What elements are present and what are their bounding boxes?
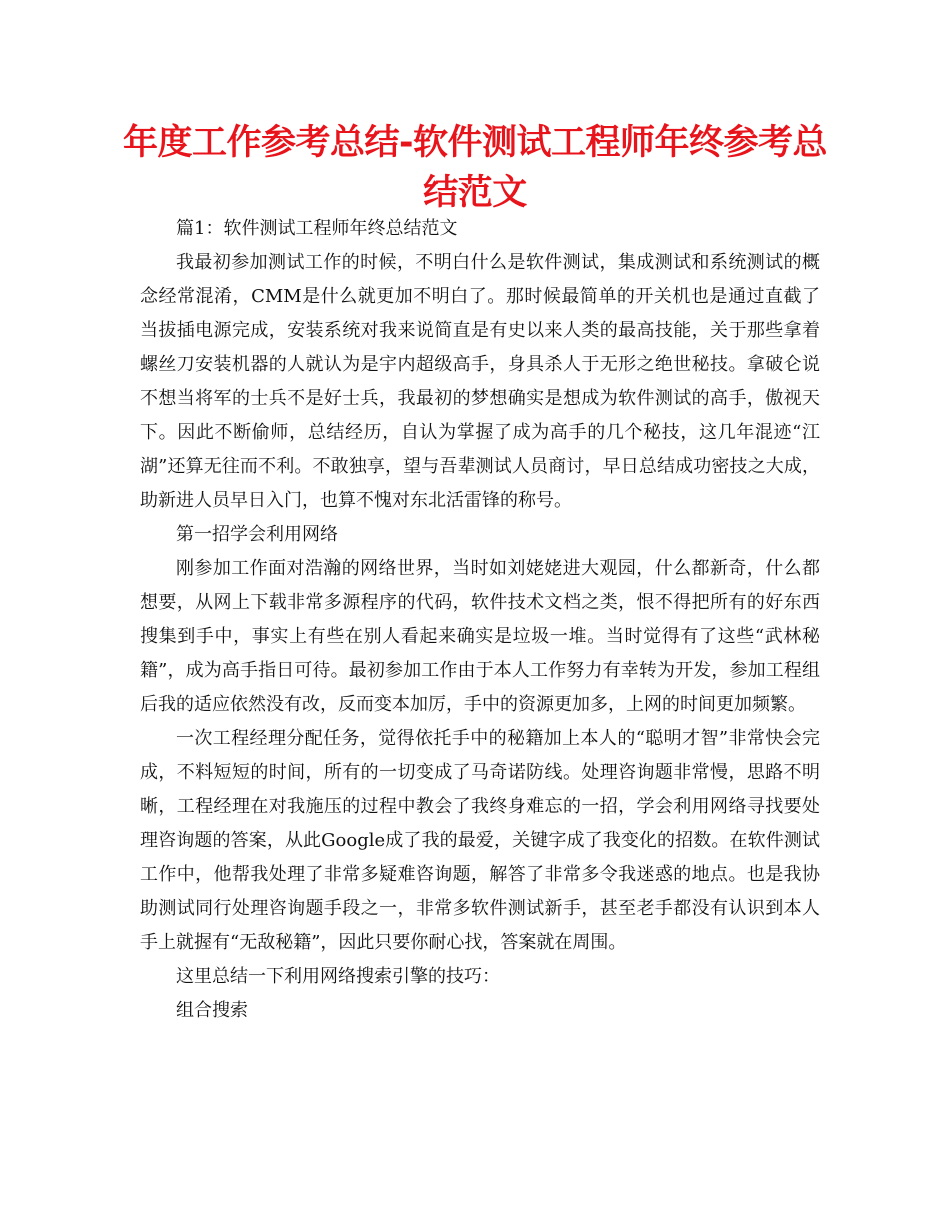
body-paragraph: 我最初参加测试工作的时候，不明白什么是软件测试，集成测试和系统测试的概念经常混淆，CMM是什么就更加不明白了。那时候最简单的开关机也是通过直截了当拔插电源完成，安装系统对我来说简直是有史以来人类的最高技能，关于那些拿着螺丝刀安装机器的人就认为是宇内超级高手，身具杀人于无形之绝世秘技。拿破仑说不想当将军的士兵不是好士兵，我最初的梦想确实是想成为软件测试的高手，傲视天下。因此不断偷师，总结经历，自认为掌握了成为高手的几个秘技，这几年混迹“江湖”还算无往而不利。不敢独享，望与吾辈测试人员商讨，早日总结成功密技之大成，助新进人员早日入门，也算不愧对东北活雷锋的称号。 [140, 252, 820, 511]
document-title: 年度工作参考总结-软件测试工程师年终参考总结范文 [122, 123, 828, 213]
subsection-heading: 第一招学会利用网络 [176, 524, 338, 545]
body-paragraph: 一次工程经理分配任务，觉得依托手中的秘籍加上本人的“聪明才智”非常快会完成，不料短短的时间，所有的一切变成了马奇诺防线。处理咨询题非常慢，思路不明晰，工程经理在对我施压的过程中教会了我终身难忘的一招，学会利用网络寻找要处理咨询题的答案，从此Google成了我的最爱，关键字成了我变化的招数。在软件测试工作中，他帮我处理了非常多疑难咨询题，解答了非常多令我迷惑的地点。也是我协助测试同行处理咨询题手段之一，非常多软件测试新手，甚至老手都没有认识到本人手上就握有“无敌秘籍”，因此只要你耐心找，答案就在周围。 [140, 728, 820, 953]
body-paragraph: 刚参加工作面对浩瀚的网络世界，当时如刘姥姥进大观园，什么都新奇，什么都想要，从网上下载非常多源程序的代码，软件技术文档之类，恨不得把所有的好东西搜集到手中，事实上有些在别人看起来确实是垃圾一堆。当时觉得有了这些“武林秘籍”，成为高手指日可待。最初参加工作由于本人工作努力有幸转为开发，参加工程组后我的适应依然没有改，反而变本加厉，手中的资源更加多，上网的时间更加频繁。 [140, 558, 820, 715]
body-paragraph: 这里总结一下利用网络搜索引擎的技巧： [176, 966, 500, 987]
section-heading: 篇1：软件测试工程师年终总结范文 [176, 218, 458, 239]
subsection-heading: 组合搜索 [176, 1000, 248, 1021]
document-body [140, 212, 820, 1028]
